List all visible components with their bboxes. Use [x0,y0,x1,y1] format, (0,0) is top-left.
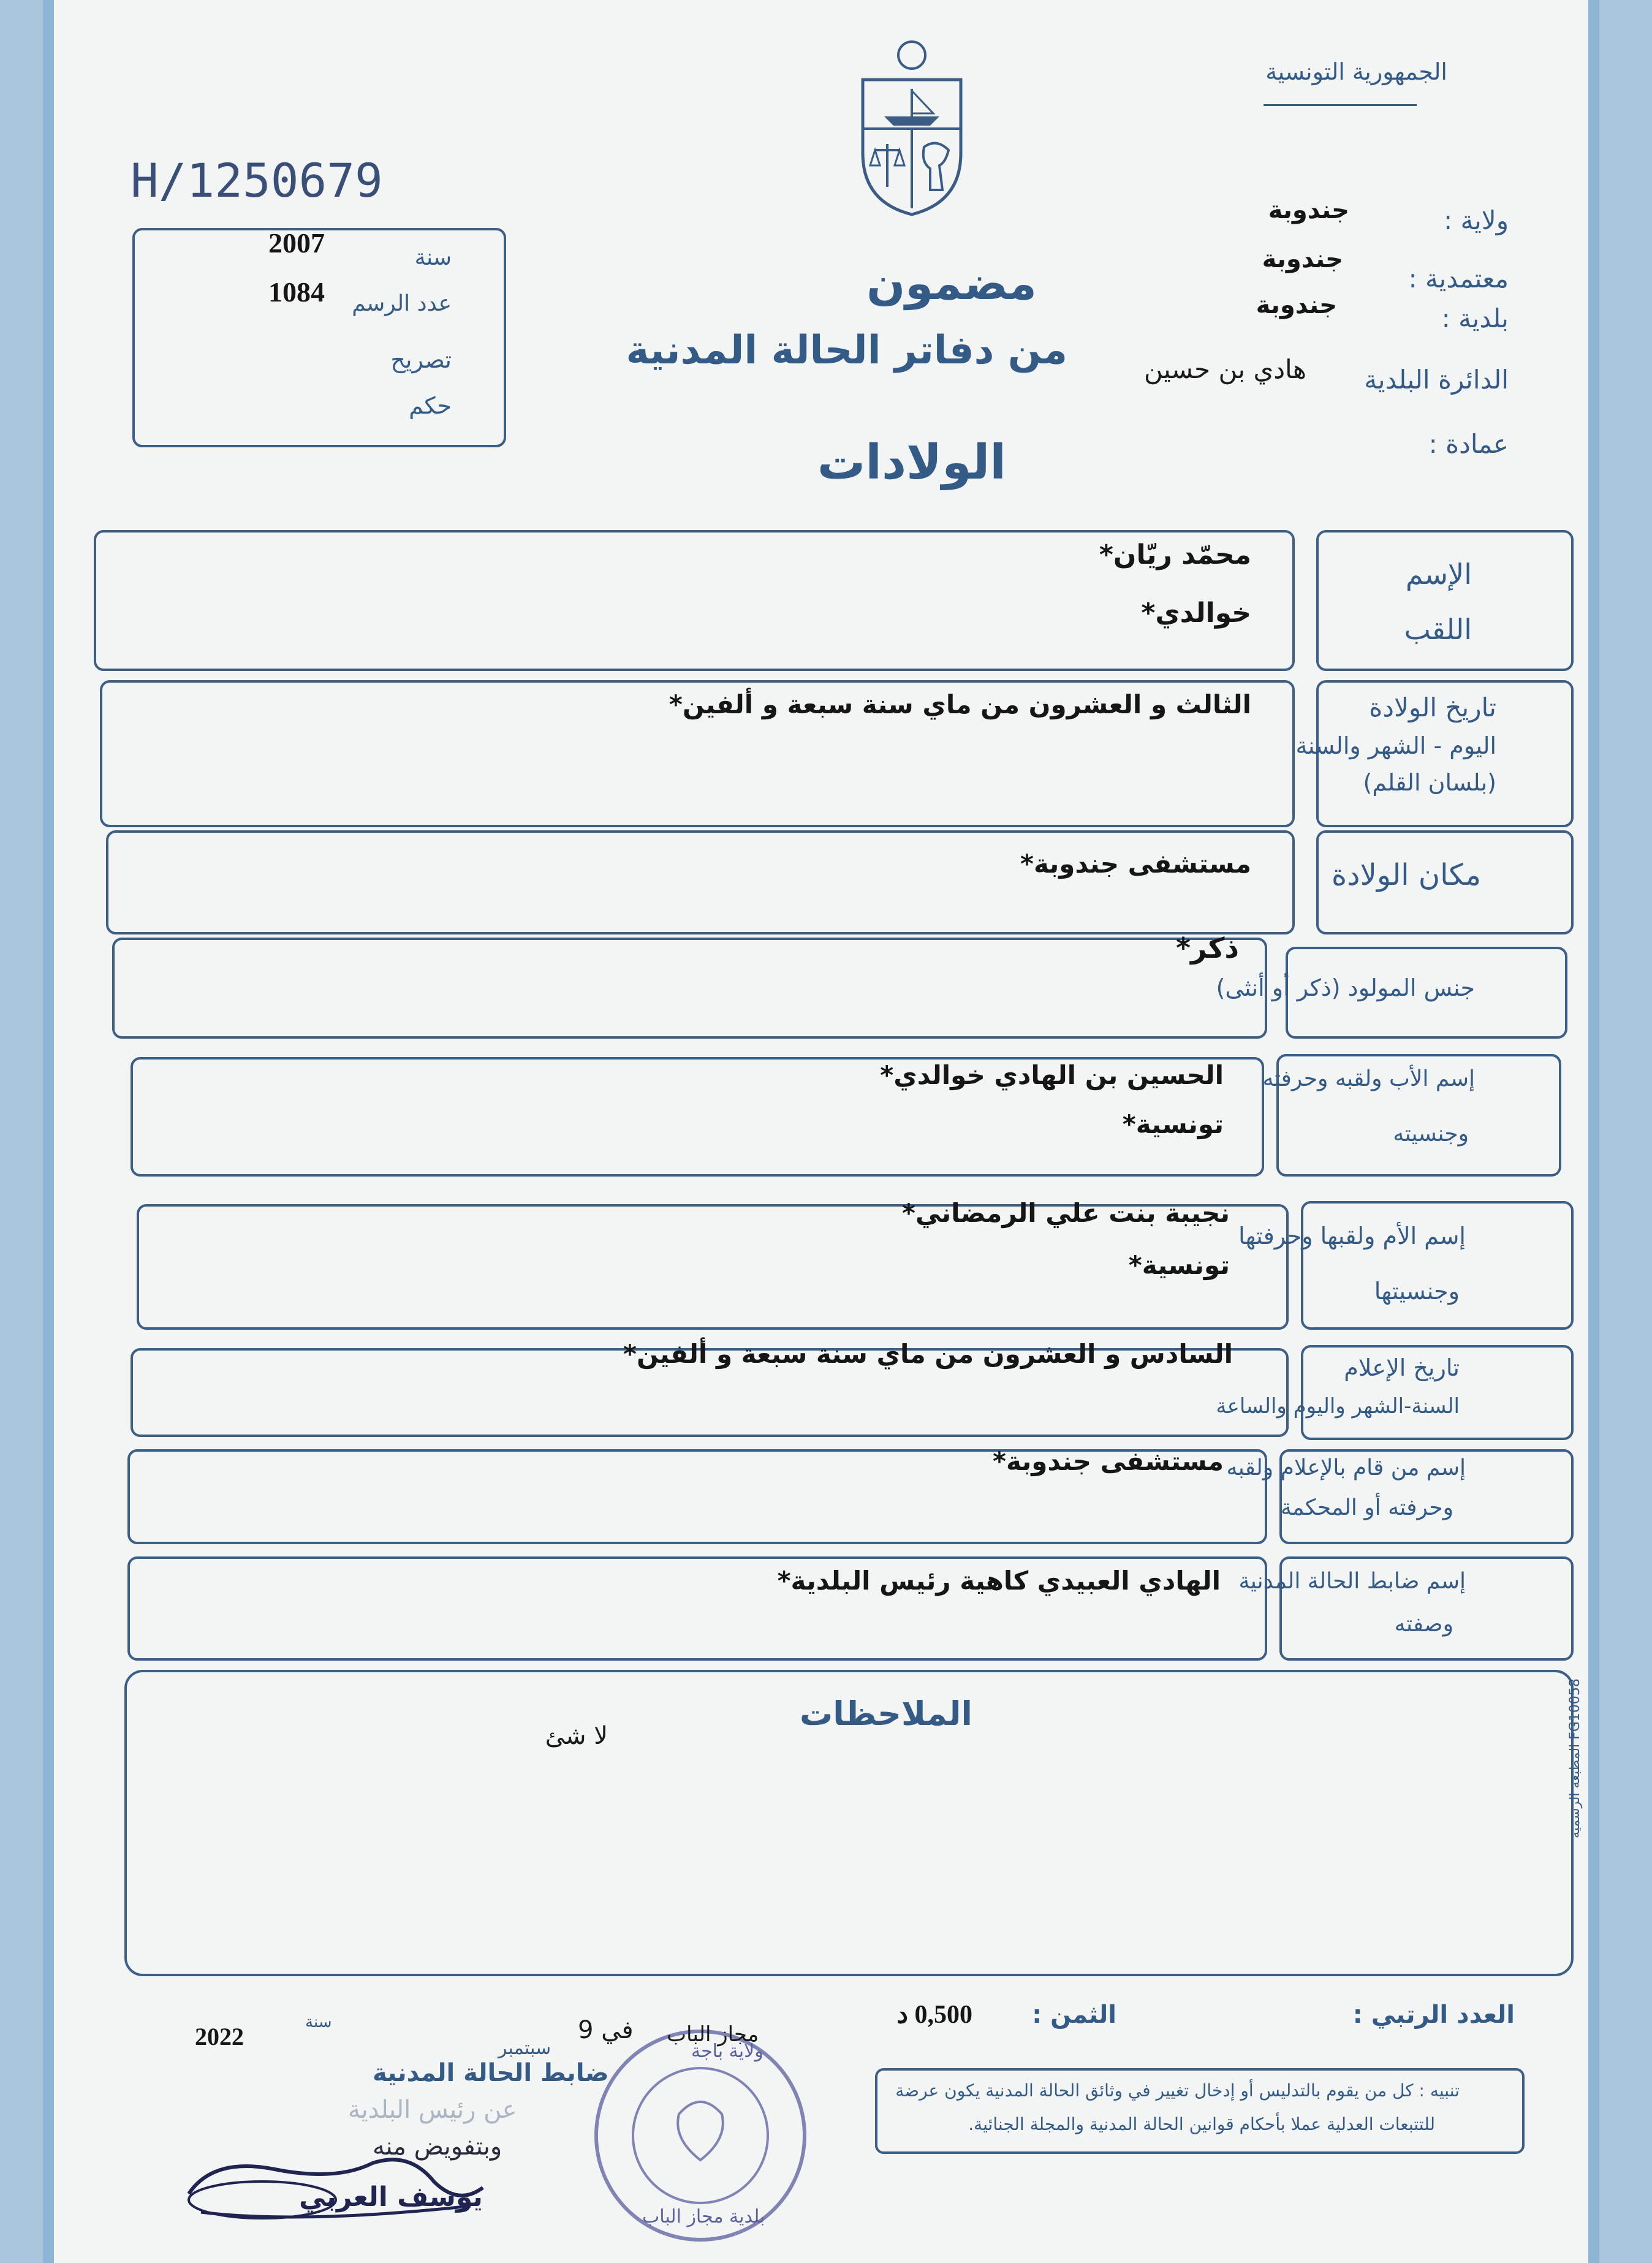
title-registers: من دفاتر الحالة المدنية [626,328,1067,373]
mother-label-box [1301,1201,1574,1330]
mother-label-2: وجنسيتها [1374,1278,1460,1305]
declarant-value: مستشفى جندوبة* [993,1446,1224,1476]
baladiya-label: بلدية : [1441,303,1509,333]
price-value: 0,500 د [896,2001,972,2029]
father-label-2: وجنسيته [1393,1121,1469,1147]
officer-value: الهادي العبيدي كاهية رئيس البلدية* [777,1566,1221,1596]
birthplace-value: مستشفى جندوبة* [1020,849,1251,879]
declaration-date-label-1: تاريخ الإعلام [1344,1354,1460,1381]
officer-label-2: وصفته [1394,1612,1453,1637]
stamp-text: بلدية مجاز الباب [642,2206,765,2227]
birthdate-label-2: اليوم - الشهر والسنة [1295,732,1496,759]
birthdate-label-1: تاريخ الولادة [1369,692,1496,722]
baladiya-value: جندوبة [1256,291,1337,319]
imada-label: عمادة : [1428,429,1509,459]
mother-value: نجيبة بنت علي الرمضاني* [901,1198,1230,1228]
stamp-text-2: ولاية باجة [691,2041,763,2062]
printer-mark: المطبعة الرسمية FG10058 [1567,1678,1583,1838]
title-content: مضمون [866,257,1037,310]
name-label-box [1316,530,1574,671]
declaration-date-label-2: السنة-الشهر واليوم والساعة [1216,1394,1460,1419]
republic-underline [1264,104,1417,106]
birthdate-label-3: (بلسان القلم) [1363,769,1496,796]
remarks-value: لا شئ [545,1722,608,1750]
motamadiya-label: معتمدية : [1408,263,1509,294]
remarks-title: الملاحظات [799,1694,972,1733]
sex-label: جنس المولود (ذكر أو أنثى) [1216,974,1475,1001]
daira-value: هادي بن حسين [1144,354,1306,384]
signature-name: يوسف العربي [299,2182,483,2213]
sex-value-box [112,938,1267,1039]
surname-label: اللقب [1404,613,1472,646]
father-value: الحسين بن الهادي خوالدي* [880,1060,1224,1090]
mother-nationality: تونسية* [1128,1250,1230,1280]
wilaya-value: جندوبة [1268,196,1349,224]
warning-line-1: تنبيه : كل من يقوم بالتدليس أو إدخال تغيير في وثائق الحالة المدنية يكون عرضة [895,2080,1460,2101]
sex-value: ذكر* [1175,931,1239,965]
officer-title: ضابط الحالة المدنية [373,2059,609,2087]
judgment-label: حكم [409,392,452,419]
father-label-1: إسم الأب ولقبه وحرفته [1262,1066,1475,1091]
delegation-line-2: وبتفويض منه [373,2132,502,2161]
name-label: الإسم [1405,558,1472,591]
name-value: محمّد ريّان* [1099,539,1251,570]
wilaya-label: ولاية : [1444,205,1509,235]
tunisia-coat-of-arms-icon [851,37,973,221]
declaration-label: تصريح [390,346,452,373]
date-year-label: سنة [305,2013,332,2031]
declarant-label-2: وحرفته أو المحكمة [1280,1495,1453,1520]
declarant-label-1: إسم من قام بالإعلام ولقبه [1226,1455,1466,1480]
section-title-births: الولادات [817,435,1006,490]
birthplace-label: مكان الولادة [1331,858,1481,892]
record-number-value: 1084 [268,276,325,308]
birthdate-value: الثالث و العشرون من ماي سنة سبعة و ألفين* [669,689,1251,719]
serial-number: H/1250679 [131,153,383,208]
price-label: الثمن : [1032,2001,1116,2029]
surname-value: خوالدي* [1141,597,1251,629]
date-day: في 9 [578,2016,634,2044]
date-year: 2022 [195,2023,244,2050]
mother-label-1: إسم الأم ولقبها وحرفتها [1238,1222,1466,1249]
daira-label: الدائرة البلدية [1364,365,1509,395]
father-nationality: تونسية* [1122,1109,1224,1139]
birthplace-value-box [106,830,1295,934]
city-handwritten: مجاز الباب [667,2022,759,2047]
year-value: 2007 [268,227,325,259]
officer-label-1: إسم ضابط الحالة المدنية [1238,1569,1466,1594]
delegation-line-1: عن رئيس البلدية [348,2096,517,2124]
record-number-label: عدد الرسم [352,291,452,316]
birth-certificate-page [43,0,1599,2263]
year-label: سنة [414,245,452,270]
warning-line-2: للتتبعات العدلية عملا بأحكام قوانين الحالة المدنية والمجلة الجنائية. [968,2114,1435,2134]
republic-label: الجمهورية التونسية [1265,58,1447,85]
date-month: سبتمبر [498,2037,551,2059]
declaration-date-value: السادس و العشرون من ماي سنة سبعة و ألفين* [623,1339,1233,1369]
motamadiya-value: جندوبة [1262,245,1343,273]
sequence-number-label: العدد الرتبي : [1352,2001,1515,2029]
